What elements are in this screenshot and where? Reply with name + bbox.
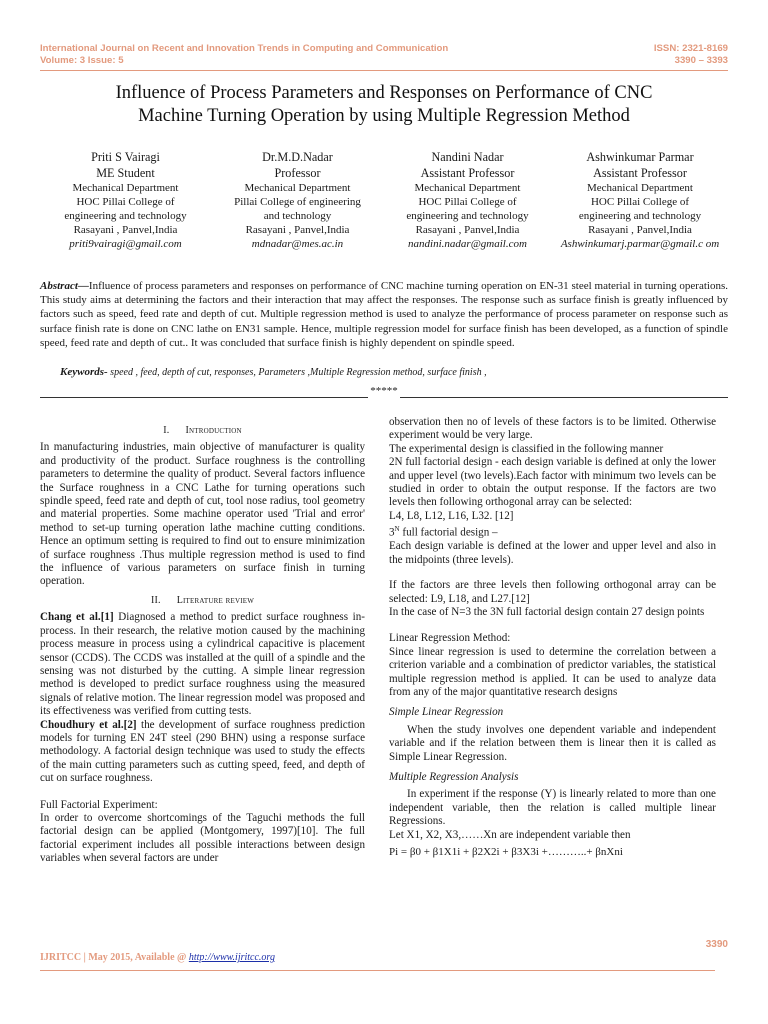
design-label: full factorial design – [399, 526, 498, 539]
paragraph: Each design variable is defined at the lower and upper level and also in the midpoints (three levels). [389, 540, 716, 566]
chang-text: Diagnosed a method to predict surface roughness in-process. In their research, the relative motion caused by the machining process measure in process using a cylindrical capacitive is placement sensor (CCDS). The CCDS was installed at the quill of a spindle and the sensing was not disturbed by the cutting. A simple linear regression method is developed to predict surface roughness using the measured signals of relative motion. The linear regression model was proposed and its effectiveness was verified from cutting tests. [40, 611, 365, 718]
author-block [210, 149, 385, 251]
paper-title [40, 82, 728, 127]
paragraph: observation then no of levels of these factors is to be limited. Otherwise experiment would be very large. [389, 416, 716, 442]
author-name: Priti S Vairagi [91, 150, 160, 164]
linear-regression-paragraph: Since linear regression is used to determine the correlation between a criterion variable and a combination of predictor variables, the statistical multiple regression method is applied. It can be used to analyze data from any of the major quantitative research designs [389, 645, 716, 698]
keywords-text: speed , feed, depth of cut, responses, Parameters ,Multiple Regression method, surface finish , [107, 367, 487, 378]
author-inst: and technology [263, 210, 332, 222]
multiple-regression-paragraph: In experiment if the response (Y) is linearly related to more than one independent variable, then the relation is called multiple linear Regressions. [389, 788, 716, 828]
chang-citation: Chang et al.[1] [40, 611, 114, 624]
paragraph: In the case of N=3 the 3N full factorial design contain 27 design points [389, 605, 705, 618]
superscript-n: N [394, 525, 400, 534]
chang-paragraph [40, 611, 365, 718]
paragraph: The experimental design is classified in the following manner [389, 442, 664, 455]
author-inst: engineering and technology [578, 210, 702, 222]
author-place: Rasayani , Panvel,India [245, 224, 350, 236]
paragraph: 2N full factorial design - each design variable is defined at only the lower and upper level (two levels).Each factor with minimum two levels can be studied in order to obtain the output response. If the factors are two levels then following orthogonal array can be selected: [389, 456, 716, 509]
footer-label: IJRITCC | May 2015, Available @ [40, 952, 189, 963]
author-block [38, 149, 213, 251]
journal-link[interactable]: http://www.ijritcc.org [188, 952, 275, 963]
author-email[interactable]: mdnadar@mes.ac.in [251, 238, 344, 250]
title-line-1: Influence of Process Parameters and Responses on Performance of CNC [115, 83, 653, 103]
choudhury-citation: Choudhury et al.[2] [40, 718, 137, 731]
author-dept: Mechanical Department [244, 182, 351, 194]
paragraph: If the factors are three levels then following orthogonal array can be selected: L9, L18, and L27.[12] [389, 579, 716, 605]
section-title: Introduction [185, 425, 242, 436]
base-three: 3 [389, 526, 395, 539]
author-place: Rasayani , Panvel,India [73, 224, 178, 236]
let-line: Let X1, X2, X3,……Xn are independent variable then [389, 828, 631, 841]
simple-linear-regression-heading: Simple Linear Regression [389, 706, 504, 719]
author-email[interactable]: nandini.nadar@gmail.com [408, 238, 527, 250]
author-email[interactable]: priti9vairagi@gmail.com [69, 238, 182, 250]
keywords [60, 366, 728, 379]
author-block [380, 149, 555, 251]
author-email[interactable]: Ashwinkumarj.parmar@gmail.c om [560, 238, 720, 250]
journal-header [40, 43, 560, 66]
page-number: 3390 [705, 939, 728, 950]
title-line-2: Machine Turning Operation by using Multiple Regression Method [138, 105, 630, 126]
keywords-label: Keywords- [60, 366, 108, 378]
author-dept: Mechanical Department [587, 182, 693, 194]
section-heading-literature [40, 594, 365, 607]
choudhury-paragraph [40, 719, 365, 786]
ffe-paragraph: In order to overcome shortcomings of the Taguchi methods the full factorial design can be applied (Montgomery, 1997)[10]. The full factorial experiment includes all possible interactions between design variables when several factors are under [40, 811, 365, 865]
author-inst: HOC Pillai College of [418, 196, 517, 208]
author-inst: engineering and technology [406, 210, 529, 222]
paragraph [389, 523, 716, 540]
journal-name: International Journal on Recent and Innovation Trends in Computing and Communication [40, 43, 449, 54]
author-role: ME Student [96, 166, 155, 180]
page-range: 3390 – 3393 [674, 54, 728, 66]
author-role: Assistant Professor [420, 166, 515, 180]
multiple-regression-heading: Multiple Regression Analysis [389, 771, 519, 784]
intro-paragraph: In manufacturing industries, main objective of manufacturer is quality and productivity of the product. Surface roughness is the controlling parameters to determine the quality of product. Several factors influence the Surface roughness in a CNC Lathe for turning operations such spindle speed, feed rate and depth of cut, tool nose radius, tool geometry and material properties. Some machine operator used 'Trial and error' method to set-up turning operation lathe machine cutting conditions. Hence an optimum setting is required to find out to ensure minimization of surface roughness .Thus multiple regression method is used to find the influence of various parameters on surface finish in turning operation. [40, 441, 365, 588]
left-column [40, 424, 365, 866]
issn: ISSN: 2321-8169 [653, 43, 728, 54]
section-separator [40, 385, 728, 398]
author-role: Professor [274, 166, 321, 180]
section-number: II. [150, 594, 161, 606]
footer-rule [40, 970, 715, 971]
author-role: Assistant Professor [593, 166, 687, 180]
author-inst: HOC Pillai College of [76, 196, 175, 208]
author-name: Dr.M.D.Nadar [262, 150, 333, 164]
volume-issue: Volume: 3 Issue: 5 [40, 54, 124, 66]
author-inst: HOC Pillai College of [590, 196, 690, 208]
regression-formula: Pi = β0 + β1X1i + β2X2i + β3X3i +………..+ βnXni [389, 846, 623, 859]
simple-linear-regression-paragraph: When the study involves one dependent variable and independent variable and if the relation between them is linear then it is called as Simple Linear Regression. [389, 723, 716, 763]
author-dept: Mechanical Department [72, 182, 179, 194]
author-block [549, 149, 731, 251]
abstract-label: Abstract— [40, 280, 89, 292]
section-heading-introduction [40, 424, 365, 437]
author-inst: Pillai College of engineering [234, 196, 361, 208]
separator-rule-right [400, 389, 728, 398]
issn-block [548, 43, 728, 66]
section-title: Literature review [176, 594, 255, 606]
abstract-text: Influence of process parameters and responses on performance of CNC machine turning operation on EN-31 steel material in turning operations. This study aims at determining the factors and their interaction that may affect the responses. The response such as surface finish is greatly influenced by factors such as speed, feed rate and depth of cut. Multiple regression method is used to analyze the performance of process parameter on response such as surface finish rate is done on CNC lathe on EN31 sample. Hence, multiple regression model for surface finish has been developed, as a function of spindle speed, feed rate and depth of cut.. It was concluded that surface finish is highly dependent on spindle speed. [40, 280, 728, 349]
linear-regression-heading: Linear Regression Method: [389, 632, 511, 645]
author-place: Rasayani , Panvel,India [588, 224, 692, 236]
abstract [40, 279, 728, 350]
section-number: I. [163, 425, 170, 436]
author-inst: engineering and technology [64, 210, 187, 222]
header-rule [40, 70, 728, 71]
paragraph: L4, L8, L12, L16, L32. [12] [389, 509, 514, 522]
separator-stars: ***** [370, 385, 398, 397]
choudhury-text: the development of surface roughness prediction models for turning EN 24T steel (290 BHN) using a response surface methodology. A factorial design technique was used to study the effects of the main cutting parameters such as cutting speed, feed, and depth of cut on surface roughness. [40, 718, 365, 785]
author-place: Rasayani , Panvel,India [415, 224, 520, 236]
author-name: Ashwinkumar Parmar [586, 150, 694, 164]
ffe-heading: Full Factorial Experiment: [40, 798, 158, 811]
author-name: Nandini Nadar [431, 150, 504, 164]
author-dept: Mechanical Department [414, 182, 521, 194]
right-column [389, 416, 716, 859]
separator-rule-left [40, 389, 368, 398]
footer-text [40, 952, 275, 963]
